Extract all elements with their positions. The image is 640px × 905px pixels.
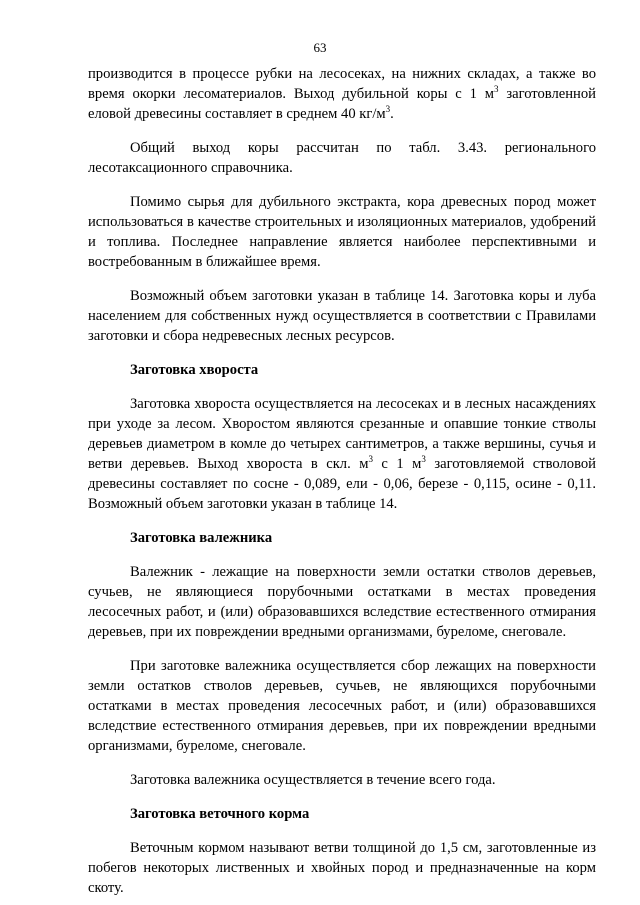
paragraph-text: Заготовка хвороста осуществляется на лесосеках и в лесных насаждениях при уходе за лесом. Хворостом являются срезанные и опавшие тонкие стволы деревьев диаметром в комле до четырех сантиметров, а также вершины, сучья и ветви деревьев. Выход хвороста в скл. м: [88, 396, 596, 472]
page-content: [88, 64, 596, 898]
paragraph-bark-usage: Помимо сырья для дубильного экстракта, кора древесных пород может использоваться в качестве строительных и изоляционных материалов, удобрений и топлива. Последнее направление является наиболее перспективными и востребованным в ближайшее время.: [88, 194, 596, 270]
paragraph-deadwood-definition: Валежник - лежащие на поверхности земли остатки стволов деревьев, сучьев, не являющиеся порубочными остатками в местах проведения лесосечных работ, и (или) образовавшихся вследствие естественного отмирания деревьев, при их повреждении вредными организмами, буреломе, снеговале.: [88, 564, 596, 640]
heading-twig-fodder: Заготовка веточного корма: [130, 806, 310, 822]
paragraph-text: заготовленной еловой древесины составляет в среднем 40 кг/м: [88, 86, 596, 122]
superscript: 3: [494, 84, 499, 94]
paragraph-deadwood-season: Заготовка валежника осуществляется в течение всего года.: [130, 772, 496, 788]
heading-brushwood: Заготовка хвороста: [130, 362, 259, 378]
superscript: 3: [421, 454, 426, 464]
paragraph-deadwood-collection: При заготовке валежника осуществляется сбор лежащих на поверхности земли остатков стволов деревьев, сучьев, не являющихся порубочными остатками в местах проведения лесосечных работ, и (или) образовавшихся вследствие естественного отмирания деревьев, при их повреждении вредными организмами, буреломе, снеговале.: [88, 658, 596, 754]
paragraph-text: .: [390, 106, 394, 122]
paragraph-twig-fodder: Веточным кормом называют ветви толщиной до 1,5 см, заготовленные из побегов некоторых лиственных и хвойных пород и предназначенные на корм скоту.: [88, 840, 596, 896]
page-number: 63: [313, 40, 327, 55]
paragraph-brushwood: [88, 394, 596, 514]
paragraph-text: производится в процессе рубки на лесосеках, на нижних складах, а также во время окорки лесоматериалов. Выход дубильной коры с 1 м: [88, 66, 596, 102]
paragraph-bark-calculation: Общий выход коры рассчитан по табл. 3.43. регионального лесотаксационного справочника.: [88, 140, 596, 176]
paragraph-bark-volume: Возможный объем заготовки указан в таблице 14. Заготовка коры и луба населением для собственных нужд осуществляется в соответствии с Правилами заготовки и сбора недревесных лесных ресурсов.: [88, 288, 596, 344]
superscript: 3: [385, 104, 391, 114]
paragraph-bark-yield: [88, 64, 596, 124]
superscript: 3: [368, 454, 373, 464]
paragraph-text: заготовляемой стволовой древесины составляет по сосне - 0,089, ели - 0,06, березе - 0,115, осине - 0,11. Возможный объем заготовки указан в таблице 14.: [88, 456, 596, 512]
heading-deadwood: Заготовка валежника: [130, 530, 273, 546]
paragraph-text: с 1 м: [372, 456, 422, 472]
